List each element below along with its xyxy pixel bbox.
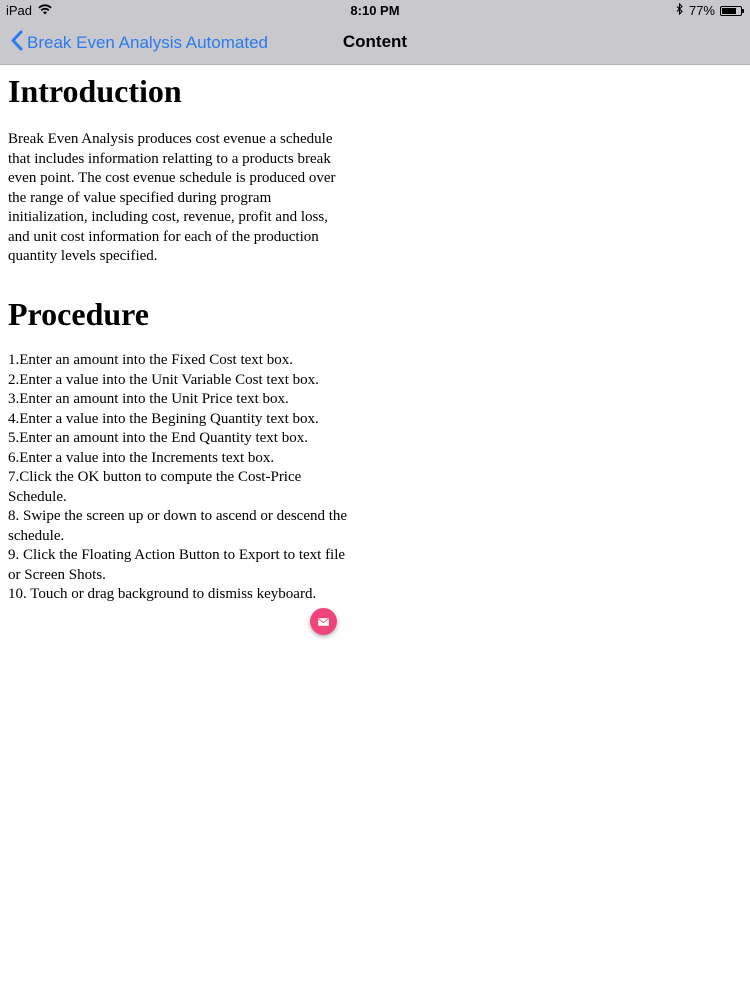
procedure-heading: Procedure: [8, 295, 149, 332]
status-time: 8:10 PM: [350, 3, 400, 18]
procedure-step: 6.Enter a value into the Increments text box.: [8, 449, 275, 466]
introduction-text: Break Even Analysis produces cost evenue a schedule that includes information relatting to a products break even point. The cost evenue schedule is produced over the range of value specified during program initialization, including cost, revenue, profit and loss, and unit cost information for each of the production quantity levels specified.: [8, 131, 336, 265]
procedure-step: 8. Swipe the screen up or down to ascend or descend the schedule.: [8, 508, 348, 544]
procedure-step: 5.Enter an amount into the End Quantity text box.: [8, 430, 308, 447]
back-button-label: Break Even Analysis Automated: [27, 33, 268, 52]
content-body: [8, 72, 353, 605]
procedure-step: 4.Enter a value into the Begining Quantity text box.: [8, 410, 319, 427]
battery-fill: [722, 8, 736, 14]
procedure-step: 1.Enter an amount into the Fixed Cost text box.: [8, 352, 293, 369]
navigation-bar: [0, 22, 750, 65]
bluetooth-icon: [676, 3, 684, 18]
battery-icon: [720, 6, 742, 16]
page-title: Content: [342, 32, 408, 51]
battery-percent: 77%: [688, 3, 715, 18]
introduction-heading: Introduction: [8, 73, 182, 109]
floating-action-button[interactable]: [310, 608, 337, 635]
procedure-step: 10. Touch or drag background to dismiss keyboard.: [8, 586, 317, 603]
device-name: iPad: [6, 3, 33, 18]
procedure-step: 9. Click the Floating Action Button to Export to text file or Screen Shots.: [8, 547, 346, 583]
procedure-step: 2.Enter a value into the Unit Variable Cost text box.: [8, 371, 319, 388]
mail-icon: [318, 613, 329, 631]
procedure-step: 7.Click the OK button to compute the Cost-Price Schedule.: [8, 469, 302, 505]
procedure-steps: [8, 351, 353, 605]
status-right: [676, 3, 742, 18]
status-bar: [0, 0, 750, 22]
procedure-step: 3.Enter an amount into the Unit Price text box.: [8, 391, 289, 408]
